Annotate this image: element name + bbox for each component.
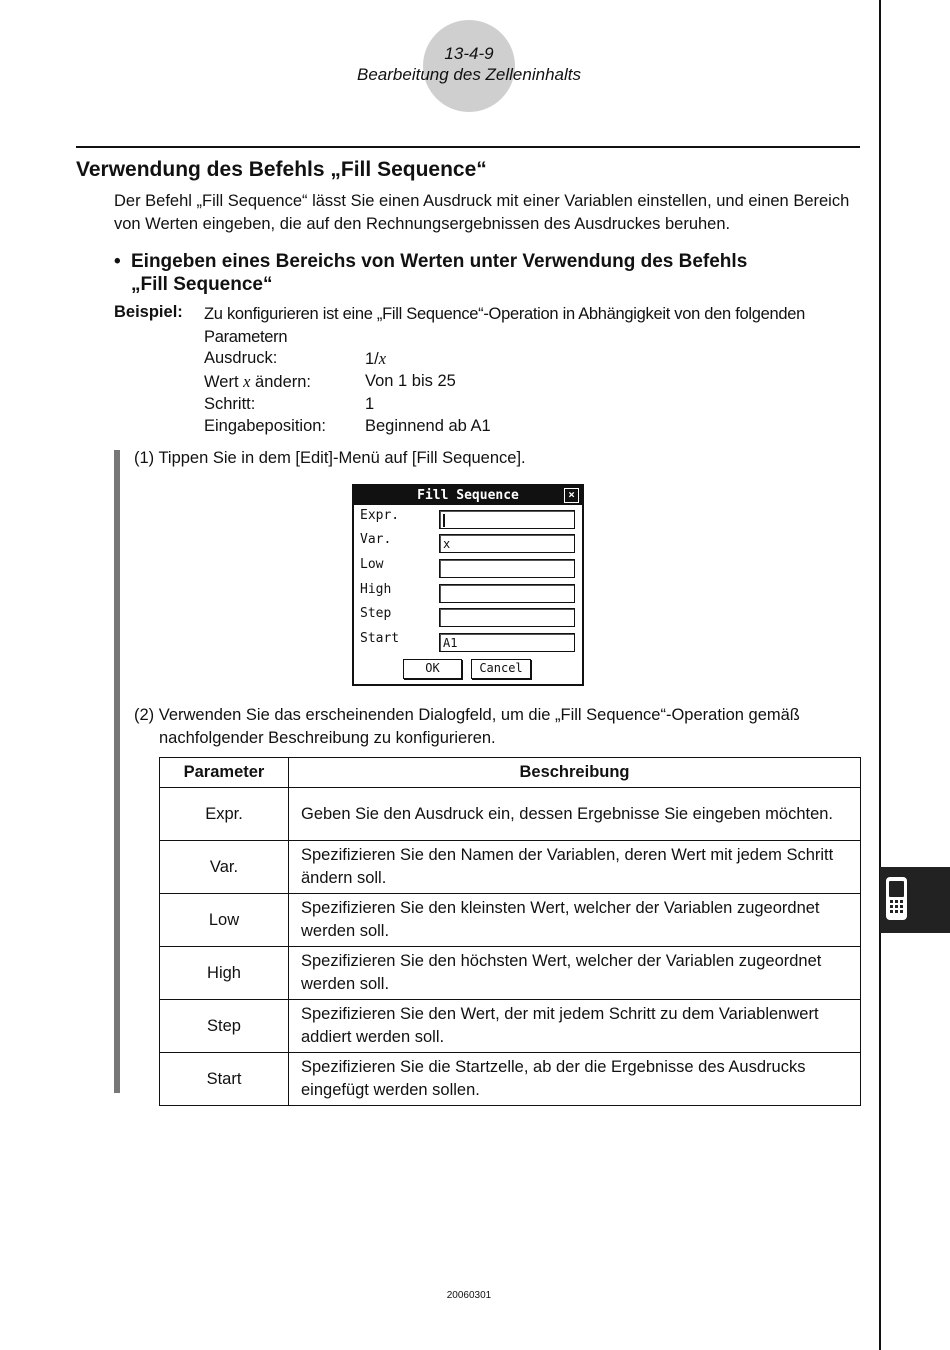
example-label: Beispiel: (114, 303, 183, 321)
footer-code: 20060301 (446, 1290, 492, 1301)
procedure-title-line1: Eingeben eines Bereichs von Werten unter Verwendung des Befehls (131, 251, 748, 272)
table-row (160, 947, 861, 1000)
table-row (160, 894, 861, 947)
low-input[interactable] (439, 559, 575, 578)
dialog-label-start: Start (360, 631, 400, 646)
dialog-label-high: High (360, 582, 392, 597)
column-header-parameter: Parameter (160, 758, 289, 788)
table-row (160, 841, 861, 894)
page-margin-rule (879, 0, 881, 1350)
procedure-side-bar (114, 450, 120, 1093)
param-cell: Low (160, 894, 289, 947)
param-cell: Step (160, 1000, 289, 1053)
cancel-button[interactable]: Cancel (471, 659, 531, 679)
param-cell: Start (160, 1053, 289, 1106)
chapter-side-tab (880, 867, 950, 933)
description-cell: Spezifizieren Sie den Namen der Variablen, deren Wert mit jedem Schritt ändern soll. (289, 841, 861, 894)
calculator-icon (880, 867, 950, 933)
table-row (160, 1053, 861, 1106)
high-input[interactable] (439, 584, 575, 603)
dialog-label-expr: Expr. (360, 508, 400, 523)
parameter-table (159, 757, 861, 1106)
table-row (160, 1000, 861, 1053)
param-cell: High (160, 947, 289, 1000)
fill-sequence-dialog (352, 484, 584, 686)
dialog-title-bar (354, 486, 582, 505)
text-cursor (443, 514, 445, 527)
description-cell: Spezifizieren Sie den kleinsten Wert, welcher der Variablen zugeordnet werden soll. (289, 894, 861, 947)
param-value-start: Beginnend ab A1 (365, 417, 491, 435)
param-label-variable: Wert x ändern: (204, 372, 311, 391)
step-input[interactable] (439, 608, 575, 627)
page-number: 13-4-9 (444, 44, 494, 63)
close-icon[interactable]: × (564, 488, 579, 503)
dialog-label-low: Low (360, 557, 384, 572)
start-input[interactable]: A1 (439, 633, 575, 652)
param-value-expression: 1/x (365, 349, 387, 368)
description-cell: Spezifizieren Sie den höchsten Wert, welcher der Variablen zugeordnet werden soll. (289, 947, 861, 1000)
ok-button[interactable]: OK (403, 659, 462, 679)
expr-input[interactable] (439, 510, 575, 529)
param-label-step: Schritt: (204, 395, 256, 413)
dialog-title: Fill Sequence (417, 488, 519, 503)
table-header-row (160, 758, 861, 788)
section-divider (76, 146, 860, 148)
chapter-title: Bearbeitung des Zelleninhalts (357, 65, 581, 84)
param-label-start: Eingabeposition: (204, 417, 327, 435)
description-cell: Spezifizieren Sie die Startzelle, ab der die Ergebnisse des Ausdrucks eingefügt werden sollen. (289, 1053, 861, 1106)
procedure-title-line2: „Fill Sequence“ (131, 274, 273, 295)
step-1-text: (1) Tippen Sie in dem [Edit]-Menü auf [Fill Sequence]. (134, 449, 526, 467)
param-value-variable: Von 1 bis 25 (365, 372, 456, 390)
var-input[interactable]: x (439, 534, 575, 553)
step-2-line1: (2) Verwenden Sie das erscheinenden Dialogfeld, um die „Fill Sequence“-Operation gemäß (134, 706, 800, 724)
table-row (160, 788, 861, 841)
dialog-label-var: Var. (360, 532, 392, 547)
step-2-text (134, 704, 864, 750)
param-cell: Var. (160, 841, 289, 894)
procedure-heading (114, 250, 854, 296)
description-cell: Spezifizieren Sie den Wert, der mit jedem Schritt zu dem Variablenwert addiert werden soll. (289, 1000, 861, 1053)
section-title: Verwendung des Befehls „Fill Sequence“ (76, 158, 487, 181)
param-value-step: 1 (365, 395, 375, 413)
bullet-marker: • (114, 251, 121, 272)
param-label-expression: Ausdruck: (204, 349, 278, 367)
example-text: Zu konfigurieren ist eine „Fill Sequence“-Operation in Abhängigkeit von den folgenden Parametern (204, 305, 805, 346)
column-header-description: Beschreibung (289, 758, 861, 788)
section-intro: Der Befehl „Fill Sequence“ lässt Sie einen Ausdruck mit einer Variablen einstellen, und einen Bereich von Werten eingeben, die auf den Rechnungsergebnissen des Ausdruckes beruhen. (114, 192, 850, 233)
param-cell: Expr. (160, 788, 289, 841)
dialog-label-step: Step (360, 606, 392, 621)
step-2-line2: nachfolgender Beschreibung zu konfigurieren. (159, 729, 496, 747)
description-cell: Geben Sie den Ausdruck ein, dessen Ergebnisse Sie eingeben möchten. (289, 788, 861, 841)
